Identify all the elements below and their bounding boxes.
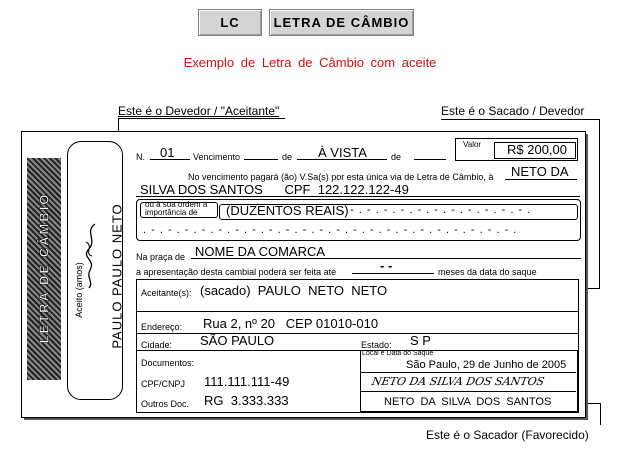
apresentacao-line <box>352 273 434 274</box>
ordem-label <box>145 201 207 217</box>
aceitante-divider <box>136 311 578 312</box>
dash-fill-1: . - . - . - . - . - . - . - . - . - . - . - . <box>342 204 532 216</box>
praca-value: NOME DA COMARCA <box>195 244 326 259</box>
aceite-label: Aceito (amos) <box>74 262 84 318</box>
de-label: de <box>391 152 402 162</box>
connector-line <box>118 118 285 119</box>
vencimento-day-line <box>244 159 278 160</box>
aceitante-label: Aceitante(s): <box>141 288 192 298</box>
documentos-label: Documentos: <box>141 358 195 368</box>
connector-line <box>600 403 601 425</box>
n-line <box>150 159 190 160</box>
ordem-label-line2: importância de <box>145 208 198 217</box>
apresentacao-value: - - <box>380 258 393 273</box>
outros-value: RG 3.333.333 <box>204 393 289 408</box>
cpf-label: CPF/CNPJ <box>141 379 186 389</box>
vencimento-label: Vencimento <box>193 152 241 162</box>
beneficiary-line-top <box>505 179 577 180</box>
side-title: LETRA DE CÂMBIO <box>36 192 52 344</box>
endereco-label: Endereço: <box>141 322 183 332</box>
outros-label: Outros Doc. <box>141 399 190 409</box>
connector-line <box>599 119 600 289</box>
estado-label: Estado: <box>361 340 392 350</box>
praca-label: Na praça de <box>136 252 186 262</box>
signature-value: NETO DA SILVA DOS SANTOS <box>370 375 546 388</box>
meses-text: meses da data do saque <box>438 267 537 277</box>
valor-value: R$ 200,00 <box>507 142 567 157</box>
local-data-divider <box>360 372 576 373</box>
page-subtitle: Exemplo de Letra de Câmbio com aceite <box>183 55 437 70</box>
beneficiary-short: NETO DA <box>511 164 569 179</box>
dash-fill-2: . - . - . - . - . - . - . - . - . - . - . - . - . - . - . - . - . - . - . - . - . - . - . <box>143 224 518 236</box>
sacador-value: NETO DA SILVA DOS SANTOS <box>384 396 552 408</box>
connector-line <box>441 119 600 120</box>
annotation-devedor-aceitante: Este é o Devedor / "Aceitante" <box>118 104 280 118</box>
lc-button[interactable]: LC <box>198 9 262 36</box>
beneficiary-line: SILVA DOS SANTOS CPF 122.122.122-49 <box>140 182 409 197</box>
cidade-label: Cidade: <box>141 340 173 350</box>
aceite-signature-icon <box>80 220 102 290</box>
n-label: N. <box>136 152 145 162</box>
valor-label: Valor <box>463 140 482 149</box>
letra-de-cambio-button[interactable]: LETRA DE CÂMBIO <box>269 9 414 36</box>
importancia-value: (DUZENTOS REAIS) <box>226 203 349 218</box>
signature-divider <box>360 391 576 392</box>
aceite-name: PAULO PAULO NETO <box>109 203 125 349</box>
local-data-label: Local e Data do Saque <box>362 350 434 357</box>
vencimento-month-line <box>297 159 387 160</box>
vencimento-value: À VISTA <box>318 145 367 160</box>
cidade-divider <box>136 350 361 351</box>
cidade-value: SÃO PAULO <box>200 333 275 348</box>
vencimento-year-line <box>414 159 446 160</box>
de-label: de <box>282 152 293 162</box>
ordem-label-line1: ou à sua ordem a <box>145 200 208 209</box>
annotation-sacador: Este é o Sacador (Favorecido) <box>426 428 589 442</box>
intro-text: No vencimento pagará (ão) V.Sa(s) por esta única via de Letra de Câmbio, à <box>188 172 494 182</box>
estado-value: S P <box>410 333 431 348</box>
aceitante-value: (sacado) PAULO NETO NETO <box>200 283 388 298</box>
n-value: 01 <box>160 145 175 160</box>
cpf-value: 111.111.111-49 <box>204 374 290 389</box>
endereco-value: Rua 2, nº 20 CEP 01010-010 <box>203 316 379 331</box>
apresentacao-text: a apresentação desta cambial poderá ser feita até <box>136 267 337 277</box>
annotation-sacado-devedor: Este é o Sacado / Devedor <box>441 104 585 118</box>
beneficiary-underline <box>136 196 580 197</box>
local-data-value: São Paulo, 29 de Junho de 2005 <box>406 359 567 371</box>
